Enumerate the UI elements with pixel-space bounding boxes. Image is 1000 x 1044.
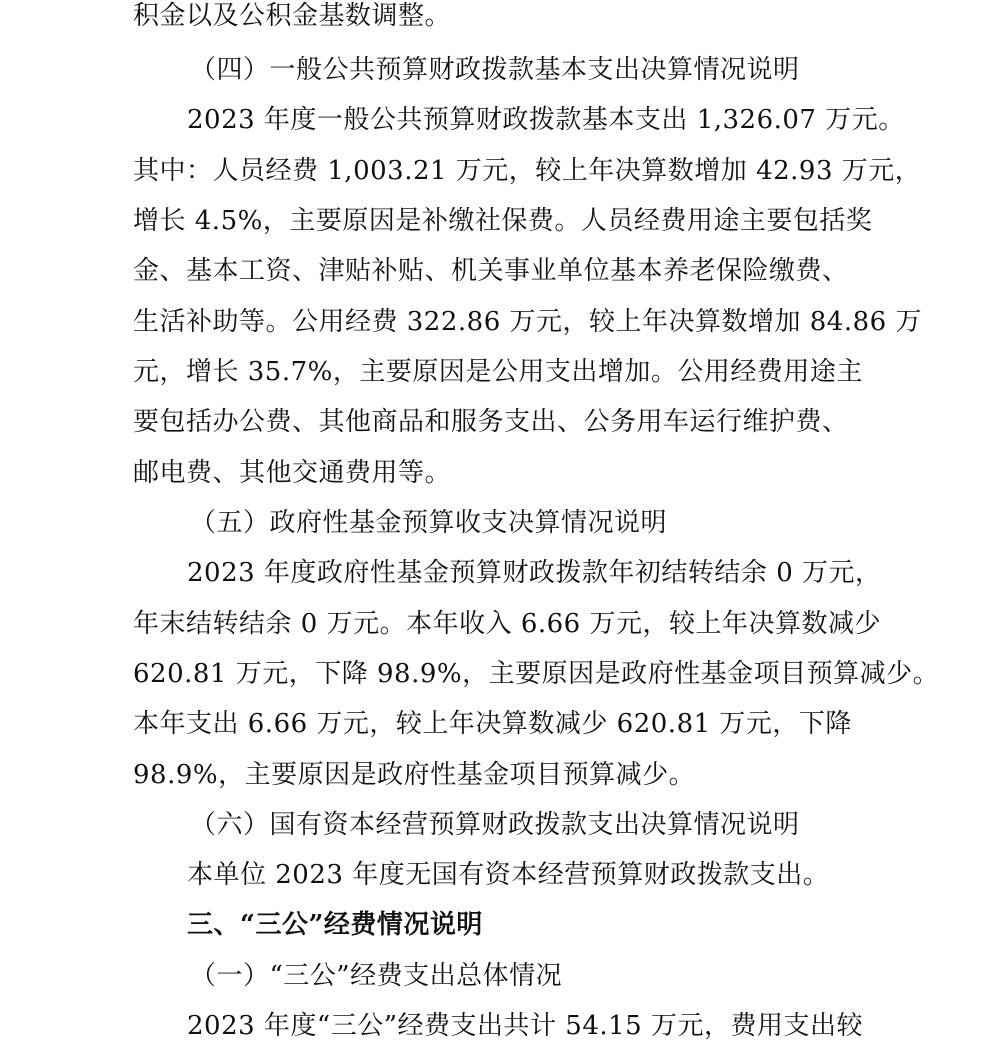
paragraph-line: 620.81 万元，下降 98.9%，主要原因是政府性基金项目预算减少。: [133, 659, 940, 689]
paragraph-line: 增长 4.5%，主要原因是补缴社保费。人员经费用途主要包括奖: [133, 206, 873, 236]
paragraph-line: 邮电费、其他交通费用等。: [133, 458, 452, 488]
section-heading: （五）政府性基金预算收支决算情况说明: [190, 508, 668, 538]
paragraph-line: 本年支出 6.66 万元，较上年决算数减少 620.81 万元，下降: [133, 709, 852, 739]
paragraph-line: 其中：人员经费 1,003.21 万元，较上年决算数增加 42.93 万元，: [133, 156, 922, 186]
section-heading: （四）一般公共预算财政拨款基本支出决算情况说明: [190, 55, 800, 85]
paragraph-line: 2023 年度“三公”经费支出共计 54.15 万元，费用支出较: [187, 1011, 863, 1041]
paragraph-line: 金、基本工资、津贴补贴、机关事业单位基本养老保险缴费、: [133, 256, 849, 286]
paragraph-line: 2023 年度一般公共预算财政拨款基本支出 1,326.07 万元。: [187, 105, 905, 135]
paragraph-line: 2023 年度政府性基金预算财政拨款年初结转结余 0 万元，: [187, 558, 882, 588]
paragraph-line: 98.9%，主要原因是政府性基金项目预算减少。: [133, 760, 696, 790]
main-heading: 三、“三公”经费情况说明: [187, 910, 483, 940]
section-heading: （六）国有资本经营预算财政拨款支出决算情况说明: [190, 810, 800, 840]
paragraph-line: 积金以及公积金基数调整。: [133, 1, 452, 31]
paragraph-line: 本单位 2023 年度无国有资本经营预算财政拨款支出。: [187, 860, 830, 890]
paragraph-line: 元，增长 35.7%，主要原因是公用支出增加。公用经费用途主: [133, 357, 863, 387]
paragraph-line: 要包括办公费、其他商品和服务支出、公务用车运行维护费、: [133, 407, 849, 437]
paragraph-line: 生活补助等。公用经费 322.86 万元，较上年决算数增加 84.86 万: [133, 307, 922, 337]
paragraph-line: 年末结转结余 0 万元。本年收入 6.66 万元，较上年决算数减少: [133, 609, 881, 639]
section-heading: （一）“三公”经费支出总体情况: [190, 961, 563, 991]
